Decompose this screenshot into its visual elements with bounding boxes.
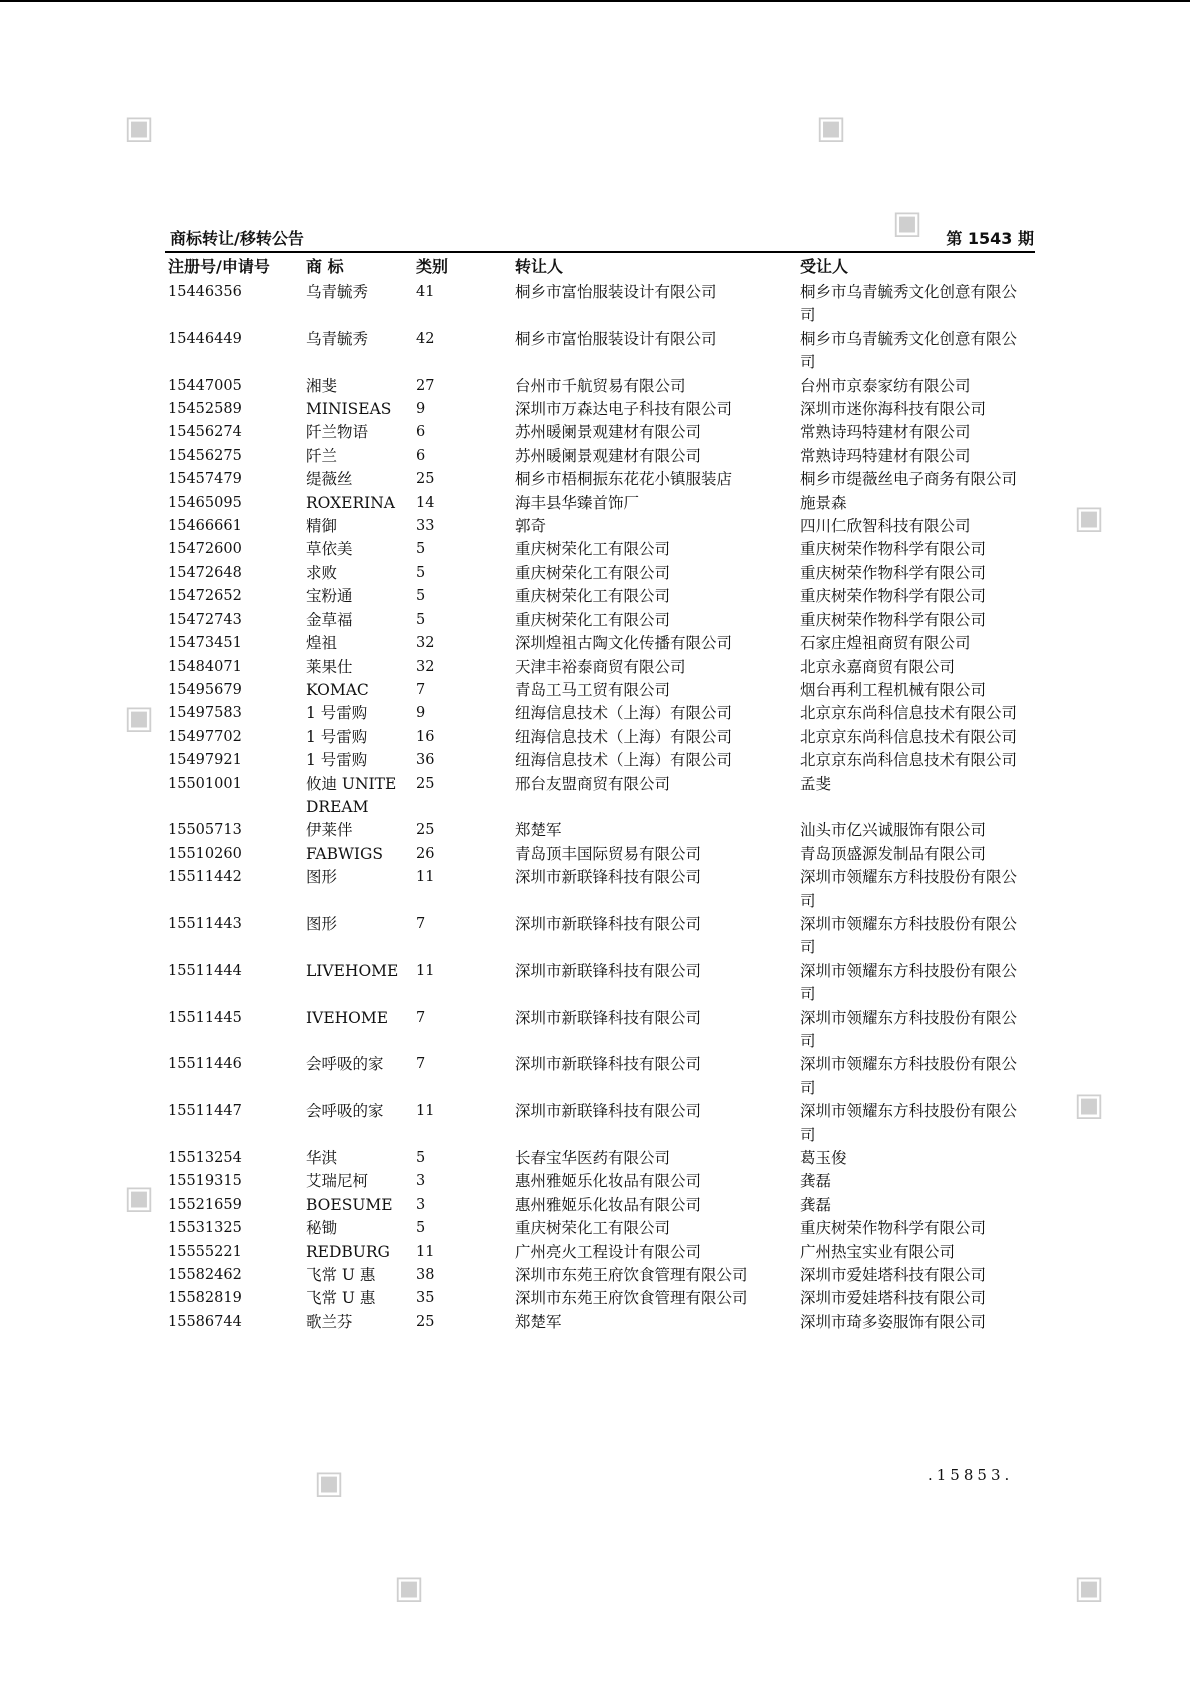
page-number: .15853. xyxy=(928,1466,1014,1484)
cell-mark: 1 号雷购 xyxy=(306,751,368,770)
cell-reg-no: 15472600 xyxy=(168,541,242,558)
cell-reg-no: 15519315 xyxy=(168,1173,242,1190)
cell-mark: ROXERINA xyxy=(306,493,396,512)
cell-transferor: 深圳市东苑王府饮食管理有限公司 xyxy=(515,1289,748,1308)
cell-transferor: 重庆树荣化工有限公司 xyxy=(515,563,671,582)
cell-mark: 1 号雷购 xyxy=(306,704,368,723)
table-row xyxy=(168,328,1028,375)
cell-transferor: 重庆树荣化工有限公司 xyxy=(515,587,671,606)
cell-mark: MINISEAS xyxy=(306,400,392,419)
cell-mark: 阡兰物语 xyxy=(306,423,369,442)
cell-reg-no: 15472652 xyxy=(168,588,242,605)
cell-reg-no: 15484071 xyxy=(168,658,242,675)
cell-class: 25 xyxy=(416,1313,435,1330)
table-row xyxy=(168,1311,1028,1334)
cell-transferee: 深圳市爱娃塔科技有限公司 xyxy=(800,1266,987,1285)
cell-transferee: 深圳市领耀东方科技股份有限公司 xyxy=(800,1008,1018,1050)
cell-mark: 会呼吸的家 xyxy=(306,1055,384,1074)
cell-mark: 煌祖 xyxy=(306,634,338,653)
cell-transferee: 青岛顶盛源发制品有限公司 xyxy=(800,844,987,863)
table-row xyxy=(168,468,1028,491)
cell-reg-no: 15472648 xyxy=(168,564,242,581)
table-body xyxy=(168,281,1028,1334)
cell-reg-no: 15511442 xyxy=(168,869,242,886)
cell-reg-no: 15505713 xyxy=(168,822,242,839)
cell-reg-no: 15497583 xyxy=(168,705,242,722)
table-row xyxy=(168,609,1028,632)
cell-class: 14 xyxy=(416,494,435,511)
watermark-glyph: ▣ xyxy=(123,698,155,736)
cell-reg-no: 15586744 xyxy=(168,1313,242,1330)
cell-transferee: 重庆树荣作物科学有限公司 xyxy=(800,610,987,629)
table-row xyxy=(168,960,1028,1007)
table-row xyxy=(168,843,1028,866)
cell-class: 11 xyxy=(416,1103,435,1120)
cell-mark: LIVEHOME xyxy=(306,961,399,980)
cell-transferee: 四川仁欣智科技有限公司 xyxy=(800,517,971,536)
cell-transferor: 郑楚军 xyxy=(515,1312,562,1331)
cell-reg-no: 15555221 xyxy=(168,1243,242,1260)
cell-reg-no: 15582462 xyxy=(168,1267,242,1284)
cell-reg-no: 15497921 xyxy=(168,752,242,769)
cell-transferee: 深圳市领耀东方科技股份有限公司 xyxy=(800,868,1018,910)
cell-transferee: 深圳市爱娃塔科技有限公司 xyxy=(800,1289,987,1308)
cell-transferee: 孟斐 xyxy=(800,774,832,793)
cell-transferee: 龚磊 xyxy=(800,1172,832,1191)
table-row xyxy=(168,1241,1028,1264)
cell-transferor: 重庆树荣化工有限公司 xyxy=(515,540,671,559)
table-row xyxy=(168,819,1028,842)
cell-class: 5 xyxy=(416,541,426,558)
cell-class: 38 xyxy=(416,1267,435,1284)
cell-reg-no: 15447005 xyxy=(168,377,242,394)
cell-class: 7 xyxy=(416,1056,426,1073)
table-row xyxy=(168,632,1028,655)
cell-reg-no: 15511443 xyxy=(168,915,242,932)
cell-mark: BOESUME xyxy=(306,1195,393,1214)
table-row xyxy=(168,281,1028,328)
cell-reg-no: 15472743 xyxy=(168,611,242,628)
cell-reg-no: 15456274 xyxy=(168,424,242,441)
cell-reg-no: 15452589 xyxy=(168,401,242,418)
cell-transferee: 桐乡市缇薇丝电子商务有限公司 xyxy=(800,470,1018,489)
cell-transferee: 重庆树荣作物科学有限公司 xyxy=(800,587,987,606)
cell-mark: 图形 xyxy=(306,868,338,887)
cell-transferor: 天津丰裕泰商贸有限公司 xyxy=(515,657,686,676)
cell-class: 5 xyxy=(416,588,426,605)
cell-transferor: 深圳市东苑王府饮食管理有限公司 xyxy=(515,1266,748,1285)
cell-class: 3 xyxy=(416,1173,426,1190)
cell-class: 9 xyxy=(416,705,426,722)
table-row xyxy=(168,1053,1028,1100)
cell-reg-no: 15465095 xyxy=(168,494,242,511)
cell-class: 5 xyxy=(416,611,426,628)
cell-class: 5 xyxy=(416,1150,426,1167)
watermark-glyph: ▣ xyxy=(1073,1085,1105,1123)
cell-mark: 飞常 U 惠 xyxy=(306,1289,376,1308)
cell-class: 11 xyxy=(416,869,435,886)
cell-class: 7 xyxy=(416,681,426,698)
cell-reg-no: 15511447 xyxy=(168,1103,242,1120)
cell-reg-no: 15511444 xyxy=(168,962,242,979)
cell-transferee: 重庆树荣作物科学有限公司 xyxy=(800,540,987,559)
section-title: 商标转让/移转公告 xyxy=(170,229,304,248)
watermark-glyph: ▣ xyxy=(815,108,847,146)
cell-class: 11 xyxy=(416,1243,435,1260)
cell-transferee: 北京京东尚科信息技术有限公司 xyxy=(800,704,1018,723)
cell-transferee: 台州市京泰家纺有限公司 xyxy=(800,376,971,395)
cell-mark: 缇薇丝 xyxy=(306,470,353,489)
cell-transferee: 深圳市领耀东方科技股份有限公司 xyxy=(800,961,1018,1004)
cell-transferee: 重庆树荣作物科学有限公司 xyxy=(800,563,987,582)
cell-mark: 金草福 xyxy=(306,610,353,629)
cell-transferor: 苏州暖阑景观建材有限公司 xyxy=(515,446,702,465)
top-border xyxy=(0,0,1190,2)
cell-class: 3 xyxy=(416,1196,426,1213)
cell-reg-no: 15473451 xyxy=(168,635,242,652)
table-row xyxy=(168,656,1028,679)
cell-mark: 艾瑞尼柯 xyxy=(306,1172,369,1191)
table-row xyxy=(168,749,1028,772)
cell-class: 27 xyxy=(416,377,435,394)
table-row xyxy=(168,1100,1028,1147)
cell-reg-no: 15495679 xyxy=(168,681,242,698)
cell-transferor: 台州市千航贸易有限公司 xyxy=(515,376,686,395)
cell-transferor: 青岛顶丰国际贸易有限公司 xyxy=(515,844,702,863)
table-row xyxy=(168,702,1028,725)
cell-transferee: 深圳市领耀东方科技股份有限公司 xyxy=(800,1055,1018,1097)
cell-transferor: 海丰县华臻首饰厂 xyxy=(515,493,640,512)
transfer-table xyxy=(168,255,1028,1334)
table-row xyxy=(168,1170,1028,1193)
cell-transferor: 惠州雅姬乐化妆品有限公司 xyxy=(515,1172,702,1191)
watermark-glyph: ▣ xyxy=(123,108,155,146)
cell-class: 9 xyxy=(416,401,426,418)
cell-reg-no: 15513254 xyxy=(168,1150,242,1167)
cell-class: 7 xyxy=(416,915,426,932)
table-row xyxy=(168,1287,1028,1310)
cell-mark: 求败 xyxy=(306,563,338,582)
cell-transferor: 桐乡市富怡服装设计有限公司 xyxy=(515,329,717,348)
cell-mark: 湘斐 xyxy=(306,376,338,395)
cell-transferee: 北京京东尚科信息技术有限公司 xyxy=(800,727,1018,746)
cell-reg-no: 15466661 xyxy=(168,518,242,535)
table-row xyxy=(168,1217,1028,1240)
table-row xyxy=(168,515,1028,538)
cell-transferee: 烟台再利工程机械有限公司 xyxy=(800,680,987,699)
cell-class: 7 xyxy=(416,1009,426,1026)
cell-mark: 阡兰 xyxy=(306,446,338,465)
cell-mark: 1 号雷购 xyxy=(306,727,368,746)
cell-mark: 伊莱伴 xyxy=(306,821,353,840)
cell-mark: FABWIGS xyxy=(306,844,384,863)
cell-transferor: 深圳市万森达电子科技有限公司 xyxy=(515,400,733,419)
cell-transferor: 纽海信息技术（上海）有限公司 xyxy=(515,751,733,770)
cell-transferor: 郑楚军 xyxy=(515,821,562,840)
cell-transferee: 深圳市琦多姿服饰有限公司 xyxy=(800,1312,987,1331)
cell-transferor: 青岛工马工贸有限公司 xyxy=(515,680,671,699)
cell-class: 42 xyxy=(416,330,435,347)
cell-mark: 草依美 xyxy=(306,540,353,559)
table-row xyxy=(168,538,1028,561)
table-row xyxy=(168,445,1028,468)
cell-transferee: 石家庄煌祖商贸有限公司 xyxy=(800,634,971,653)
cell-transferee: 常熟诗玛特建材有限公司 xyxy=(800,446,971,465)
cell-mark: 华淇 xyxy=(306,1149,338,1168)
cell-transferee: 北京京东尚科信息技术有限公司 xyxy=(800,751,1018,770)
cell-reg-no: 15511446 xyxy=(168,1056,242,1073)
cell-transferor: 苏州暖阑景观建材有限公司 xyxy=(515,423,702,442)
cell-mark: 会呼吸的家 xyxy=(306,1102,384,1121)
cell-class: 41 xyxy=(416,284,435,300)
cell-mark: 莱果仕 xyxy=(306,657,353,676)
table-row xyxy=(168,773,1028,820)
cell-transferee: 汕头市亿兴诚服饰有限公司 xyxy=(800,821,987,840)
cell-reg-no: 15531325 xyxy=(168,1220,242,1237)
cell-reg-no: 15510260 xyxy=(168,845,242,862)
cell-transferor: 郭奇 xyxy=(515,517,547,536)
cell-mark: 乌青毓秀 xyxy=(306,283,369,301)
table-row xyxy=(168,913,1028,960)
cell-transferor: 桐乡市富怡服装设计有限公司 xyxy=(515,283,717,301)
cell-reg-no: 15456275 xyxy=(168,447,242,464)
col-header-reg-no: 注册号/申请号 xyxy=(168,257,270,276)
cell-transferor: 深圳煌祖古陶文化传播有限公司 xyxy=(515,634,733,653)
cell-transferee: 桐乡市乌青毓秀文化创意有限公司 xyxy=(800,283,1018,325)
cell-class: 5 xyxy=(416,564,426,581)
cell-transferee: 广州热宝实业有限公司 xyxy=(800,1242,956,1261)
table-row xyxy=(168,375,1028,398)
cell-transferor: 邢台友盟商贸有限公司 xyxy=(515,774,671,793)
cell-transferee: 桐乡市乌青毓秀文化创意有限公司 xyxy=(800,329,1018,372)
table-row xyxy=(168,562,1028,585)
cell-transferee: 葛玉俊 xyxy=(800,1149,847,1168)
cell-transferor: 重庆树荣化工有限公司 xyxy=(515,610,671,629)
col-header-transferor: 转让人 xyxy=(515,257,564,276)
cell-transferor: 重庆树荣化工有限公司 xyxy=(515,1219,671,1238)
cell-transferor: 深圳市新联锋科技有限公司 xyxy=(515,868,702,887)
cell-transferor: 深圳市新联锋科技有限公司 xyxy=(515,961,702,980)
cell-transferee: 深圳市迷你海科技有限公司 xyxy=(800,400,987,419)
table-row xyxy=(168,866,1028,913)
cell-class: 6 xyxy=(416,424,426,441)
table-header-row xyxy=(168,255,1028,281)
table-row xyxy=(168,585,1028,608)
cell-transferor: 深圳市新联锋科技有限公司 xyxy=(515,914,702,933)
table-row xyxy=(168,1007,1028,1054)
cell-class: 16 xyxy=(416,728,435,745)
cell-mark: KOMAC xyxy=(306,680,369,699)
cell-transferee: 深圳市领耀东方科技股份有限公司 xyxy=(800,914,1018,957)
cell-class: 25 xyxy=(416,822,435,839)
table-row xyxy=(168,679,1028,702)
cell-transferor: 惠州雅姬乐化妆品有限公司 xyxy=(515,1195,702,1214)
cell-class: 32 xyxy=(416,658,435,675)
cell-class: 32 xyxy=(416,635,435,652)
cell-mark: REDBURG xyxy=(306,1242,390,1261)
cell-class: 5 xyxy=(416,1220,426,1237)
cell-class: 25 xyxy=(416,471,435,488)
cell-transferor: 纽海信息技术（上海）有限公司 xyxy=(515,704,733,723)
cell-transferee: 施景森 xyxy=(800,493,847,512)
cell-mark: 宝粉通 xyxy=(306,587,353,606)
cell-transferee: 龚磊 xyxy=(800,1195,832,1214)
cell-mark: 乌青毓秀 xyxy=(306,329,369,348)
issue-number: 第 1543 期 xyxy=(946,229,1034,248)
cell-mark: IVEHOME xyxy=(306,1008,389,1027)
col-header-mark: 商 标 xyxy=(306,257,344,276)
cell-mark: 精御 xyxy=(306,517,338,536)
cell-reg-no: 15582819 xyxy=(168,1290,242,1307)
cell-reg-no: 15501001 xyxy=(168,775,242,792)
table-row xyxy=(168,421,1028,444)
table-row xyxy=(168,1147,1028,1170)
cell-mark: 飞常 U 惠 xyxy=(306,1266,376,1285)
cell-reg-no: 15511445 xyxy=(168,1009,242,1026)
cell-mark: 图形 xyxy=(306,914,338,933)
table-row xyxy=(168,1194,1028,1217)
cell-class: 26 xyxy=(416,845,435,862)
cell-class: 33 xyxy=(416,518,435,535)
watermark-glyph: ▣ xyxy=(313,1463,345,1501)
cell-mark: 秘锄 xyxy=(306,1219,338,1238)
watermark-glyph: ▣ xyxy=(123,1178,155,1216)
cell-transferee: 深圳市领耀东方科技股份有限公司 xyxy=(800,1102,1018,1144)
cell-transferee: 重庆树荣作物科学有限公司 xyxy=(800,1219,987,1238)
cell-transferor: 深圳市新联锋科技有限公司 xyxy=(515,1102,702,1121)
watermark-glyph: ▣ xyxy=(1073,498,1105,536)
table-row xyxy=(168,1264,1028,1287)
cell-transferor: 桐乡市梧桐振东花花小镇服装店 xyxy=(515,470,733,489)
cell-class: 36 xyxy=(416,752,435,769)
cell-mark: 攸迪 UNITE DREAM xyxy=(306,774,397,816)
table-row xyxy=(168,726,1028,749)
table-row xyxy=(168,492,1028,515)
cell-transferor: 广州亮火工程设计有限公司 xyxy=(515,1242,702,1261)
cell-reg-no: 15446449 xyxy=(168,330,242,347)
cell-reg-no: 15446356 xyxy=(168,284,242,300)
cell-transferor: 深圳市新联锋科技有限公司 xyxy=(515,1055,702,1074)
col-header-transferee: 受让人 xyxy=(800,257,849,276)
cell-reg-no: 15497702 xyxy=(168,728,242,745)
table-row xyxy=(168,398,1028,421)
header-rule xyxy=(165,251,1035,253)
cell-class: 6 xyxy=(416,447,426,464)
cell-transferee: 北京永嘉商贸有限公司 xyxy=(800,657,956,676)
col-header-class: 类别 xyxy=(416,257,449,276)
watermark-glyph: ▣ xyxy=(393,1568,425,1606)
cell-reg-no: 15457479 xyxy=(168,471,242,488)
cell-class: 25 xyxy=(416,775,435,792)
watermark-glyph: ▣ xyxy=(891,203,923,241)
watermark-glyph: ▣ xyxy=(1073,1568,1105,1606)
cell-transferor: 长春宝华医药有限公司 xyxy=(515,1149,671,1168)
cell-class: 11 xyxy=(416,962,435,979)
cell-reg-no: 15521659 xyxy=(168,1196,242,1213)
cell-transferor: 深圳市新联锋科技有限公司 xyxy=(515,1008,702,1027)
cell-transferee: 常熟诗玛特建材有限公司 xyxy=(800,423,971,442)
cell-transferor: 纽海信息技术（上海）有限公司 xyxy=(515,727,733,746)
cell-class: 35 xyxy=(416,1290,435,1307)
cell-mark: 歌兰芬 xyxy=(306,1312,353,1331)
